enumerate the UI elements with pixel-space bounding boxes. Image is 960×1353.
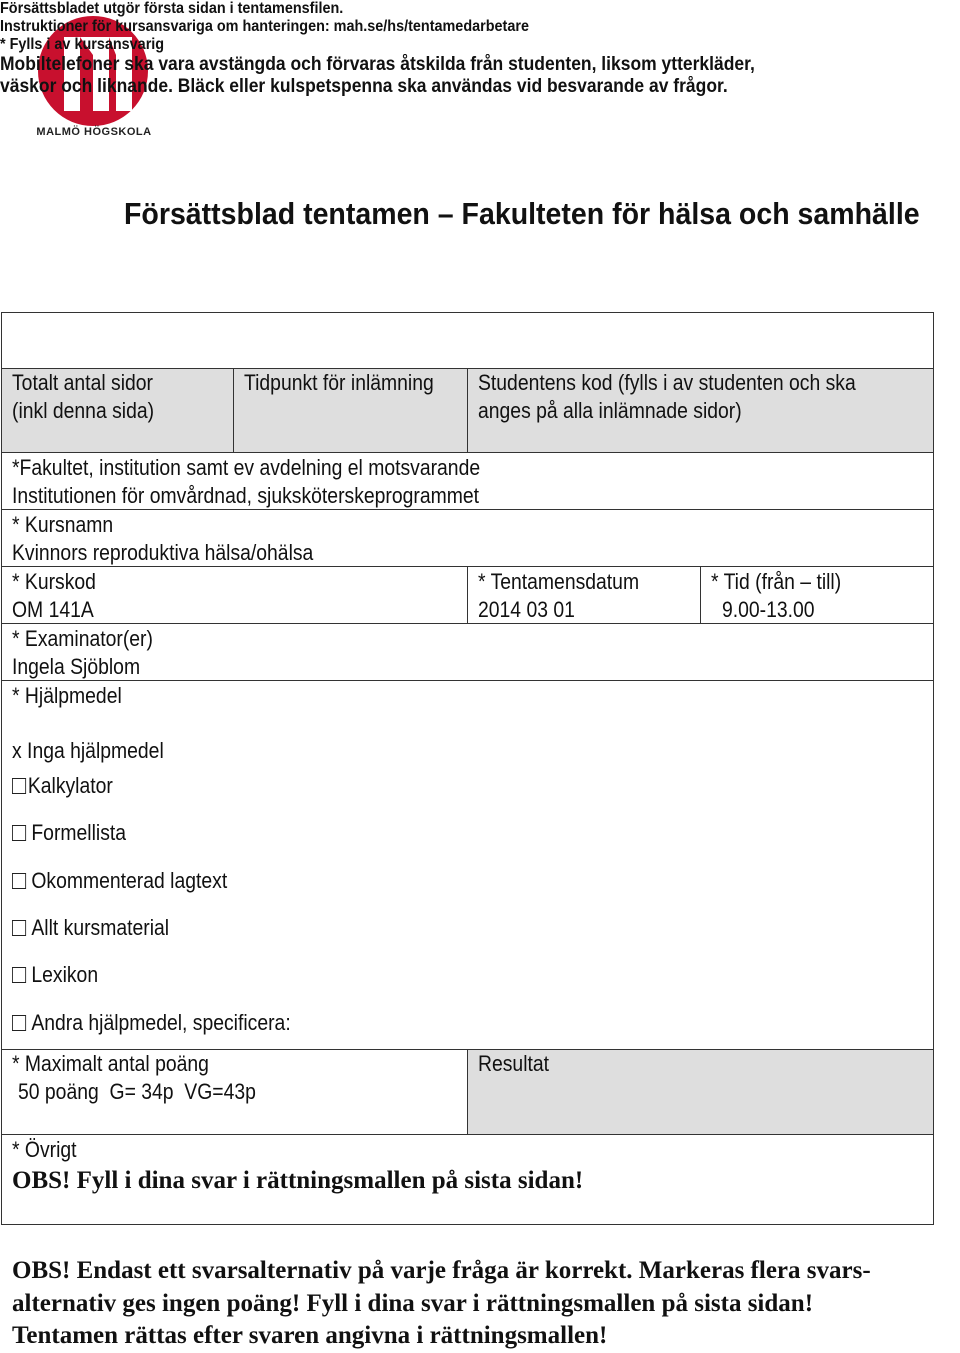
aid-option-label: Formellista	[31, 820, 127, 845]
checkbox-icon[interactable]	[12, 873, 26, 889]
faculty-label: *Fakultet, institution samt ev avdelning el motsvarande	[12, 455, 481, 480]
info-line-1: Försättsbladet utgör första sidan i tentamensfilen.	[0, 0, 344, 17]
time-label: * Tid (från – till)	[711, 569, 842, 594]
warning-line-2: väskor och liknande. Bläck eller kulspetspenna ska användas vid besvarande av frågor.	[0, 76, 728, 97]
aids-label: * Hjälpmedel	[12, 683, 122, 708]
info-line-2: Instruktioner för kursansvariga om hanteringen: mah.se/hs/tentamedarbetare	[0, 18, 529, 35]
logo-name: MALMÖ HÖGSKOLA	[36, 126, 152, 138]
checkbox-icon[interactable]	[12, 825, 26, 841]
aid-option-calculator[interactable]	[12, 773, 113, 799]
course-name-value: Kvinnors reproduktiva hälsa/ohälsa	[12, 540, 314, 565]
course-code-label: * Kurskod	[12, 569, 96, 594]
max-points-label: * Maximalt antal poäng	[12, 1051, 209, 1076]
aid-option-label: Okommenterad lagtext	[31, 868, 228, 893]
aid-option-law-text[interactable]	[12, 868, 227, 894]
footer-line-1: OBS! Endast ett svarsalternativ på varje fråga är korrekt. Markeras flera svars-	[12, 1257, 871, 1284]
footer-line-3: Tentamen rättas efter svaren angivna i rättningsmallen!	[12, 1322, 608, 1349]
result-label: Resultat	[478, 1051, 550, 1076]
faculty-value: Institutionen för omvårdnad, sjuksköterskeprogrammet	[12, 483, 480, 508]
page-title: Försättsblad tentamen – Fakulteten för hälsa och samhälle	[124, 196, 920, 231]
aid-option-label: Lexikon	[31, 962, 99, 987]
aid-option-course-material[interactable]	[12, 915, 169, 941]
warning-line-1: Mobiltelefoner ska vara avstängda och förvaras åtskilda från studenten, liksom ytterkläder,	[0, 54, 755, 75]
time-value: 9.00-13.00	[722, 597, 815, 622]
student-code-label-2: anges på alla inlämnade sidor)	[478, 398, 742, 423]
max-points-value: 50 poäng G= 34p VG=43p	[18, 1079, 256, 1104]
checkbox-icon[interactable]	[12, 967, 26, 983]
other-label: * Övrigt	[12, 1137, 77, 1162]
checkbox-icon[interactable]	[12, 920, 26, 936]
other-value: OBS! Fyll i dina svar i rättningsmallen på sista sidan!	[12, 1167, 584, 1194]
exam-date-value: 2014 03 01	[478, 597, 575, 622]
info-line-3: * Fylls i av kursansvarig	[0, 36, 165, 53]
student-code-label-1: Studentens kod (fylls i av studenten och ska	[478, 370, 856, 395]
checkbox-icon[interactable]	[12, 1015, 26, 1031]
aids-none: x Inga hjälpmedel	[12, 738, 164, 763]
course-code-value: OM 141A	[12, 597, 94, 622]
total-pages-label-1: Totalt antal sidor	[12, 370, 153, 395]
aid-option-label: Kalkylator	[27, 773, 113, 798]
course-name-label: * Kursnamn	[12, 512, 114, 537]
examiner-label: * Examinator(er)	[12, 626, 153, 651]
footer-line-2: alternativ ges ingen poäng! Fyll i dina svar i rättningsmallen på sista sidan!	[12, 1290, 814, 1317]
total-pages-label-2: (inkl denna sida)	[12, 398, 155, 423]
examiner-value: Ingela Sjöblom	[12, 654, 141, 679]
exam-date-label: * Tentamensdatum	[478, 569, 640, 594]
aid-option-label: Andra hjälpmedel, specificera:	[31, 1010, 291, 1035]
aid-option-dictionary[interactable]	[12, 962, 98, 988]
submission-time-label: Tidpunkt för inlämning	[244, 370, 434, 395]
aid-option-formula-list[interactable]	[12, 820, 126, 846]
aid-option-label: Allt kursmaterial	[31, 915, 170, 940]
checkbox-icon[interactable]	[12, 778, 26, 794]
aid-option-other[interactable]	[12, 1010, 291, 1036]
